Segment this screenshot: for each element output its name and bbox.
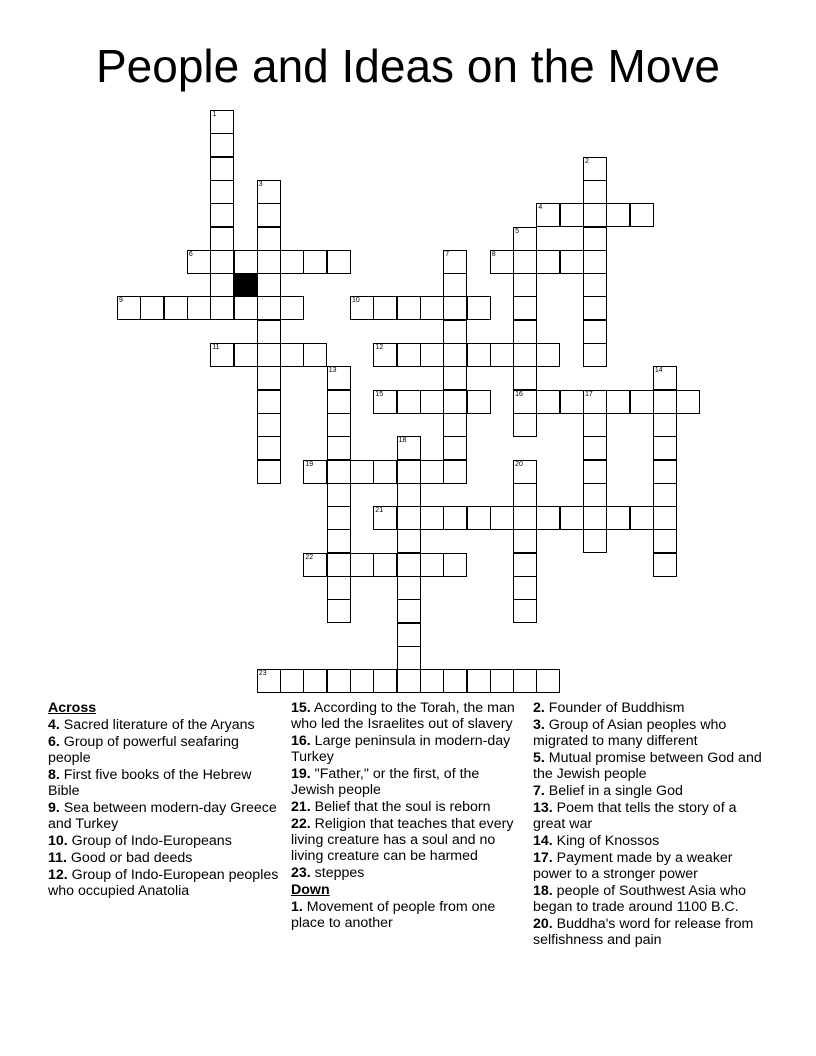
grid-cell[interactable] — [373, 343, 397, 367]
grid-cell[interactable] — [140, 296, 164, 320]
grid-cell[interactable] — [327, 483, 351, 507]
clue-number: 21. — [291, 799, 311, 815]
grid-cell[interactable] — [653, 460, 677, 484]
grid-cell[interactable] — [513, 669, 537, 693]
grid-cell[interactable] — [490, 343, 514, 367]
clue-item: 5. Mutual promise between God and the Jewish people — [533, 750, 762, 782]
grid-cell[interactable] — [467, 390, 491, 414]
grid-cell[interactable] — [373, 553, 397, 577]
grid-cell[interactable] — [373, 390, 397, 414]
grid-cell[interactable] — [234, 343, 258, 367]
grid-cell[interactable] — [327, 576, 351, 600]
grid-cell[interactable] — [583, 436, 607, 460]
grid-cell[interactable] — [583, 203, 607, 227]
grid-cell[interactable] — [234, 250, 258, 274]
grid-cell[interactable] — [583, 506, 607, 530]
grid-cell[interactable] — [653, 413, 677, 437]
grid-cell[interactable] — [257, 436, 281, 460]
clue-number: 19 — [305, 460, 314, 468]
clue-number: 5 — [515, 227, 519, 235]
clue-number: 4. — [48, 717, 60, 733]
grid-cell[interactable] — [583, 460, 607, 484]
grid-cell[interactable] — [327, 506, 351, 530]
grid-cell[interactable] — [560, 203, 584, 227]
grid-cell[interactable] — [583, 227, 607, 251]
grid-cell[interactable] — [303, 250, 327, 274]
grid-cell[interactable] — [443, 250, 467, 274]
clue-number: 17 — [585, 390, 593, 398]
grid-cell[interactable] — [583, 413, 607, 437]
grid-cell[interactable] — [630, 203, 654, 227]
grid-cell[interactable] — [513, 413, 537, 437]
grid-cell[interactable] — [443, 460, 467, 484]
grid-cell[interactable] — [443, 413, 467, 437]
grid-cell[interactable] — [513, 599, 537, 623]
grid-cell[interactable] — [397, 669, 421, 693]
clue-number: 11 — [212, 344, 220, 351]
grid-cell[interactable] — [397, 506, 421, 530]
grid-cell[interactable] — [257, 250, 281, 274]
clue-item: 3. Group of Asian peoples who migrated to many different — [533, 717, 727, 749]
grid-cell[interactable] — [327, 250, 351, 274]
grid-cell[interactable] — [350, 460, 374, 484]
clue-item: 13. Poem that tells the story of a great war — [533, 800, 737, 832]
grid-cell[interactable] — [210, 296, 234, 320]
clue-number: 7. — [533, 783, 545, 799]
clue-item: 10. Group of Indo-Europeans — [48, 833, 232, 849]
grid-cell[interactable] — [397, 390, 421, 414]
clue-number: 2 — [585, 157, 589, 165]
grid-cell[interactable] — [560, 390, 584, 414]
grid-cell[interactable] — [373, 460, 397, 484]
grid-block — [234, 273, 258, 297]
clue-number: 4 — [538, 204, 543, 212]
grid-cell[interactable] — [513, 576, 537, 600]
clue-item: 14. King of Knossos — [533, 833, 660, 849]
grid-cell[interactable] — [443, 320, 467, 344]
grid-cell[interactable] — [420, 296, 444, 320]
grid-cell[interactable] — [327, 529, 351, 553]
clue-number: 6 — [188, 250, 193, 258]
grid-cell[interactable] — [513, 366, 537, 390]
grid-cell[interactable] — [257, 460, 281, 484]
grid-cell[interactable] — [467, 296, 491, 320]
clue-column-2 — [291, 700, 523, 932]
clue-column-1 — [48, 700, 280, 900]
grid-cell[interactable] — [536, 506, 560, 530]
grid-cell[interactable] — [513, 483, 537, 507]
grid-cell[interactable] — [280, 343, 304, 367]
grid-cell[interactable] — [583, 180, 607, 204]
grid-cell[interactable] — [467, 669, 491, 693]
grid-cell[interactable] — [513, 529, 537, 553]
grid-cell[interactable] — [303, 460, 327, 484]
grid-cell[interactable] — [257, 390, 281, 414]
clue-item: 9. Sea between modern-day Greece and Turkey — [48, 800, 277, 832]
grid-cell[interactable] — [536, 669, 560, 693]
clue-number: 12. — [48, 867, 68, 883]
grid-cell[interactable] — [583, 390, 607, 414]
grid-cell[interactable] — [303, 669, 327, 693]
clue-number: 8 — [491, 250, 496, 258]
grid-cell[interactable] — [467, 506, 491, 530]
grid-cell[interactable] — [583, 483, 607, 507]
grid-cell[interactable] — [490, 669, 514, 693]
grid-cell[interactable] — [536, 203, 560, 227]
grid-cell[interactable] — [257, 320, 281, 344]
clue-number: 12 — [375, 344, 384, 351]
clue-column-3 — [533, 700, 765, 949]
grid-cell[interactable] — [420, 553, 444, 577]
clue-number: 8. — [48, 767, 60, 783]
grid-cell[interactable] — [420, 390, 444, 414]
grid-cell[interactable] — [536, 250, 560, 274]
clue-number: 3. — [533, 717, 545, 733]
grid-cell[interactable] — [210, 273, 234, 297]
clue-number: 7 — [445, 250, 450, 258]
clue-number: 19. — [291, 766, 311, 782]
clue-number: 22 — [305, 553, 314, 561]
clue-number: 23 — [258, 670, 267, 678]
grid-cell[interactable] — [513, 320, 537, 344]
grid-cell[interactable] — [630, 506, 654, 530]
grid-cell[interactable] — [397, 529, 421, 553]
grid-cell[interactable] — [443, 343, 467, 367]
grid-cell[interactable] — [327, 436, 351, 460]
grid-cell[interactable] — [303, 553, 327, 577]
grid-cell[interactable] — [653, 483, 677, 507]
grid-cell[interactable] — [513, 553, 537, 577]
grid-cell[interactable] — [560, 250, 584, 274]
clue-item: 22. Religion that teaches that every living creature has a soul and no living creature can be harmed — [291, 816, 514, 864]
grid-cell[interactable] — [583, 320, 607, 344]
grid-cell[interactable] — [373, 296, 397, 320]
grid-cell[interactable] — [583, 273, 607, 297]
grid-cell[interactable] — [210, 180, 234, 204]
grid-cell[interactable] — [397, 436, 421, 460]
grid-cell[interactable] — [397, 576, 421, 600]
grid-cell[interactable] — [443, 273, 467, 297]
grid-cell[interactable] — [257, 669, 281, 693]
clue-number: 1. — [291, 899, 303, 915]
clue-heading-down: Down — [291, 882, 330, 898]
clue-item: 1. Movement of people from one place to another — [291, 899, 496, 931]
grid-cell[interactable] — [467, 343, 491, 367]
grid-cell[interactable] — [443, 436, 467, 460]
grid-cell[interactable] — [187, 250, 211, 274]
clue-item: 16. Large peninsula in modern-day Turkey — [291, 733, 511, 765]
grid-cell[interactable] — [210, 250, 234, 274]
grid-cell[interactable] — [397, 646, 421, 670]
grid-cell[interactable] — [327, 553, 351, 577]
grid-cell[interactable] — [373, 669, 397, 693]
clue-item: 2. Founder of Buddhism — [533, 700, 685, 716]
grid-cell[interactable] — [327, 460, 351, 484]
grid-cell[interactable] — [560, 506, 584, 530]
clue-number: 18. — [533, 883, 553, 899]
grid-cell[interactable] — [210, 133, 234, 157]
clue-number: 14. — [533, 833, 553, 849]
grid-cell[interactable] — [234, 296, 258, 320]
grid-cell[interactable] — [513, 250, 537, 274]
grid-cell[interactable] — [606, 390, 630, 414]
clue-number: 13. — [533, 800, 553, 816]
clue-number: 3 — [258, 180, 263, 188]
grid-cell[interactable] — [443, 506, 467, 530]
grid-cell[interactable] — [583, 529, 607, 553]
grid-cell[interactable] — [420, 343, 444, 367]
grid-cell[interactable] — [513, 460, 537, 484]
grid-cell[interactable] — [257, 227, 281, 251]
clue-number: 6. — [48, 734, 60, 750]
grid-cell[interactable] — [606, 506, 630, 530]
grid-cell[interactable] — [257, 180, 281, 204]
grid-cell[interactable] — [210, 227, 234, 251]
grid-cell[interactable] — [536, 343, 560, 367]
grid-cell[interactable] — [210, 203, 234, 227]
grid-cell[interactable] — [653, 436, 677, 460]
grid-cell[interactable] — [303, 343, 327, 367]
grid-cell[interactable] — [257, 343, 281, 367]
grid-cell[interactable] — [583, 296, 607, 320]
clue-item: 11. Good or bad deeds — [48, 850, 193, 866]
grid-cell[interactable] — [280, 250, 304, 274]
clue-item: 12. Group of Indo-European peoples who occupied Anatolia — [48, 867, 279, 899]
clue-heading-across: Across — [48, 700, 97, 716]
grid-cell[interactable] — [350, 296, 374, 320]
grid-cell[interactable] — [513, 506, 537, 530]
grid-cell[interactable] — [327, 366, 351, 390]
clue-number: 11. — [48, 850, 67, 866]
grid-cell[interactable] — [490, 250, 514, 274]
grid-cell[interactable] — [443, 553, 467, 577]
clue-item: 6. Group of powerful seafaring people — [48, 734, 239, 766]
clue-number: 16 — [515, 390, 523, 398]
grid-cell[interactable] — [350, 553, 374, 577]
clue-item: 8. First five books of the Hebrew Bible — [48, 767, 252, 799]
grid-cell[interactable] — [490, 506, 514, 530]
clue-number: 20 — [515, 460, 523, 468]
grid-cell[interactable] — [513, 273, 537, 297]
clue-number: 1 — [212, 111, 217, 118]
clue-item: 17. Payment made by a weaker power to a stronger power — [533, 850, 733, 882]
clue-number: 16. — [291, 733, 311, 749]
clue-item: 7. Belief in a single God — [533, 783, 683, 799]
clue-item: 18. people of Southwest Asia who began to trade around 1100 B.C. — [533, 883, 746, 915]
clue-number: 17. — [533, 850, 553, 866]
grid-cell[interactable] — [257, 273, 281, 297]
clue-number: 14 — [654, 367, 663, 375]
grid-cell[interactable] — [280, 296, 304, 320]
page-title: People and Ideas on the Move — [95, 40, 720, 92]
clue-number: 9 — [119, 297, 123, 305]
grid-cell[interactable] — [443, 669, 467, 693]
grid-cell[interactable] — [653, 529, 677, 553]
grid-cell[interactable] — [653, 506, 677, 530]
grid-cell[interactable] — [280, 669, 304, 693]
grid-cell[interactable] — [630, 390, 654, 414]
clue-number: 23. — [291, 865, 311, 881]
grid-cell[interactable] — [513, 227, 537, 251]
grid-cell[interactable] — [443, 366, 467, 390]
grid-cell[interactable] — [443, 296, 467, 320]
clue-number: 18 — [398, 437, 407, 445]
grid-cell[interactable] — [583, 250, 607, 274]
clue-number: 15. — [291, 700, 311, 716]
grid-cell[interactable] — [257, 296, 281, 320]
clue-number: 22. — [291, 816, 311, 832]
grid-cell[interactable] — [327, 599, 351, 623]
grid-cell[interactable] — [653, 366, 677, 390]
grid-cell[interactable] — [420, 460, 444, 484]
grid-cell[interactable] — [327, 413, 351, 437]
grid-cell[interactable] — [420, 506, 444, 530]
grid-cell[interactable] — [257, 366, 281, 390]
grid-cell[interactable] — [210, 343, 234, 367]
grid-cell[interactable] — [397, 599, 421, 623]
clue-item: 20. Buddha's word for release from selfishness and pain — [533, 916, 754, 948]
grid-cell[interactable] — [676, 390, 700, 414]
grid-cell[interactable] — [583, 157, 607, 181]
clue-number: 10. — [48, 833, 68, 849]
grid-cell[interactable] — [257, 413, 281, 437]
grid-cell[interactable] — [397, 460, 421, 484]
grid-cell[interactable] — [350, 669, 374, 693]
clue-item: 21. Belief that the soul is reborn — [291, 799, 491, 815]
grid-cell[interactable] — [397, 296, 421, 320]
grid-cell[interactable] — [653, 553, 677, 577]
grid-cell[interactable] — [513, 390, 537, 414]
grid-cell[interactable] — [210, 157, 234, 181]
clue-item: 15. According to the Torah, the man who led the Israelites out of slavery — [291, 700, 515, 732]
clue-item: 4. Sacred literature of the Aryans — [48, 717, 255, 733]
grid-cell[interactable] — [397, 623, 421, 647]
clue-item: 19. "Father," or the first, of the Jewish people — [291, 766, 480, 798]
grid-cell[interactable] — [397, 343, 421, 367]
grid-cell[interactable] — [583, 343, 607, 367]
grid-cell[interactable] — [210, 110, 234, 134]
grid-cell[interactable] — [420, 669, 444, 693]
clue-number: 13 — [328, 367, 337, 375]
clue-number: 2. — [533, 700, 545, 716]
grid-cell[interactable] — [327, 390, 351, 414]
grid-cell[interactable] — [327, 669, 351, 693]
clue-item: 23. steppes — [291, 865, 365, 881]
grid-cell[interactable] — [117, 296, 141, 320]
grid-cell[interactable] — [513, 296, 537, 320]
grid-cell[interactable] — [187, 296, 211, 320]
grid-cell[interactable] — [257, 203, 281, 227]
grid-cell[interactable] — [653, 390, 677, 414]
grid-cell[interactable] — [536, 390, 560, 414]
grid-cell[interactable] — [443, 390, 467, 414]
grid-cell[interactable] — [373, 506, 397, 530]
grid-cell[interactable] — [606, 203, 630, 227]
grid-cell[interactable] — [397, 483, 421, 507]
clue-number: 9. — [48, 800, 60, 816]
clue-number: 10 — [352, 297, 360, 305]
clue-number: 5. — [533, 750, 545, 766]
clue-number: 15 — [375, 390, 384, 398]
grid-cell[interactable] — [397, 553, 421, 577]
grid-cell[interactable] — [164, 296, 188, 320]
clue-number: 20. — [533, 916, 553, 932]
clue-number: 21 — [375, 507, 384, 515]
grid-cell[interactable] — [513, 343, 537, 367]
